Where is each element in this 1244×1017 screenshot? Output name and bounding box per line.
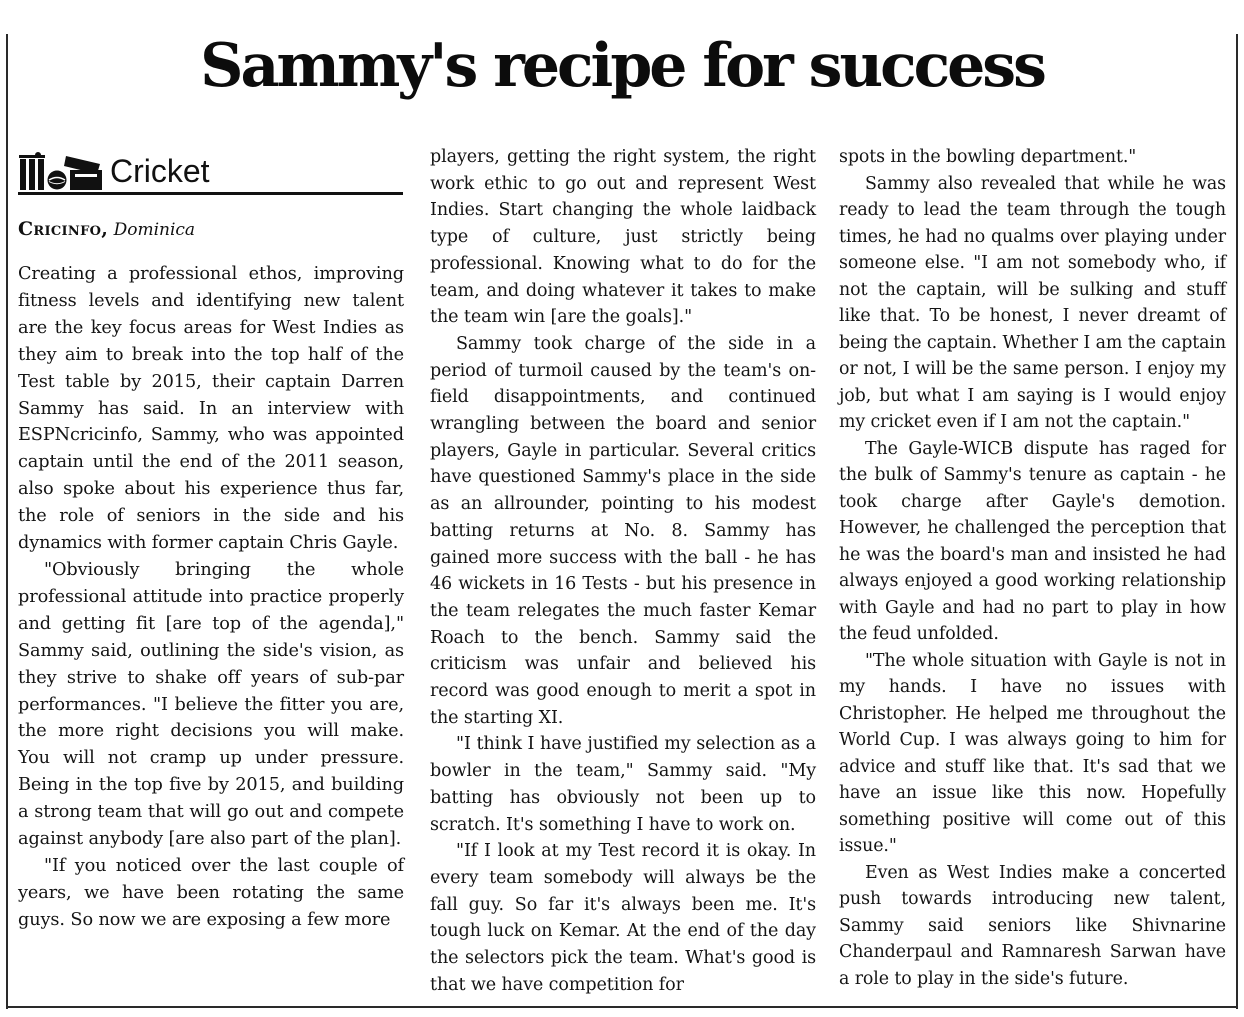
- paragraph: Creating a professional ethos, improving fitness levels and identifying new talent are the key focus areas for West Indies as they aim to break into the top half of the Test table by 2015, their captain Darren Sammy has said. In an interview with ESPNcricinfo, Sammy, who was appointed captain until the end of the 2011 season, also spoke about his experience thus far, the role of seniors in the side and his dynamics with former captain Chris Gayle.: [18, 264, 404, 554]
- paragraph: Sammy also revealed that while he was ready to lead the team through the tough times, he had no qualms over playing under someone else. "I am not somebody who, if not the captain, will be sulking and stuff like that. To be honest, I never dreamt of being the captain. Whether I am the captain or not, I will be the same person. I enjoy my job, but what I am saying is I would enjoy my cricket even if I am not the captain.": [839, 173, 1226, 432]
- paragraph: "If you noticed over the last couple of years, we have been rotating the same guys. So now we are exposing a few more: [18, 855, 404, 930]
- cricket-bat-ball-stumps-icon: [18, 150, 106, 192]
- left-border-rule: [6, 34, 8, 1009]
- paragraph: Even as West Indies make a concerted push towards introducing new talent, Sammy said seniors like Shivnarine Chanderpaul and Ramnaresh Sarwan have a role to play in the side's future.: [839, 862, 1226, 989]
- paragraph: "Obviously bringing the whole professional attitude into practice properly and getting fit [are top of the agenda]," Sammy said, outlining the side's vision, as they strive to shake off years of sub-par performances. "I believe the fitter you are, the more right decisions you will make. You will not cramp up under pressure. Being in the top five by 2015, and building a strong team that will go out and compete against anybody [are also part of the plan].: [18, 559, 404, 850]
- article-column-1: [18, 261, 404, 934]
- section-header: [18, 150, 403, 196]
- paragraph: players, getting the right system, the right work ethic to go out and represent West Indies. Start changing the whole laidback type of culture, just strictly being professional. Knowing what to do for the team, and doing whatever it takes to make the team win [are the goals].": [430, 147, 816, 328]
- article-column-2: [430, 144, 816, 999]
- section-underline: [18, 192, 403, 195]
- paragraph: spots in the bowling department.": [839, 147, 1137, 167]
- paragraph: The Gayle-WICB dispute has raged for the bulk of Sammy's tenure as captain - he took charge after Gayle's demotion. However, he challenged the perception that he was the board's man and insisted he had always enjoyed a good working relationship with Gayle and had no part to play in how the feud unfolded.: [839, 438, 1226, 644]
- paragraph: "I think I have justified my selection as a bowler in the team," Sammy said. "My batting has obviously not been up to scratch. It's something I have to work on.: [430, 734, 816, 835]
- paragraph: Sammy took charge of the side in a period of turmoil caused by the team's on-field disappointments, and continued wrangling between the board and senior players, Gayle in particular. Several critics have questioned Sammy's place in the side as an allrounder, pointing to his modest batting returns at No. 8. Sammy has gained more success with the ball - he has 46 wickets in 16 Tests - but his presence in the team relegates the much faster Kemar Roach to the bench. Sammy said the criticism was unfair and believed his record was good enough to merit a spot in the starting XI.: [430, 333, 816, 728]
- paragraph: "If I look at my Test record it is okay. In every team somebody will always be the fall guy. So far it's always been me. It's tough luck on Kemar. At the end of the day the selectors pick the team. What's good is that we have competition for: [430, 841, 816, 995]
- article-column-3: [839, 144, 1226, 992]
- headline: Sammy's recipe for success: [200, 31, 1044, 101]
- byline-source: Cricinfo,: [18, 218, 109, 240]
- byline: [18, 218, 408, 240]
- right-border-rule: [1236, 34, 1238, 1009]
- paragraph: "The whole situation with Gayle is not in my hands. I have no issues with Christopher. He helped me throughout the World Cup. I was always going to him for advice and stuff like that. It's sad that we have an issue like this now. Hopefully something positive will come out of this issue.": [839, 650, 1226, 856]
- byline-place: Dominica: [113, 220, 196, 240]
- bottom-border-rule: [6, 1006, 1238, 1008]
- section-label: Cricket: [110, 153, 210, 189]
